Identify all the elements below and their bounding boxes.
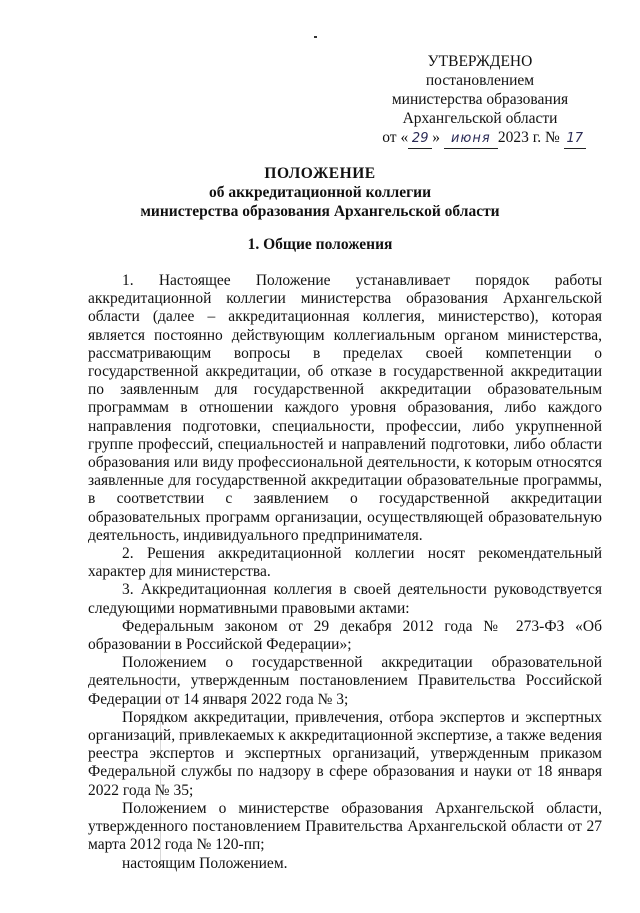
section-heading: 1. Общие положения xyxy=(247,236,393,253)
title-subtitle: об аккредитационной коллегии xyxy=(208,184,432,201)
approval-stamp-block xyxy=(360,52,600,149)
date-prefix: от « xyxy=(382,129,409,146)
approval-title: УТВЕРЖДЕНО xyxy=(427,53,533,70)
approval-line: Архангельской области xyxy=(402,110,558,127)
approval-line: постановлением xyxy=(425,72,535,89)
document-body xyxy=(88,272,602,873)
date-year: 2023 г. № xyxy=(497,129,560,146)
scan-speck xyxy=(314,36,317,38)
paragraph: 2. Решения аккредитационной коллегии носят рекомендательный характер для министерства. xyxy=(88,545,602,581)
date-quote: » xyxy=(432,129,440,146)
approval-line: министерства образования xyxy=(391,91,569,108)
paragraph: настоящим Положением. xyxy=(122,854,288,872)
title-main: ПОЛОЖЕНИЕ xyxy=(264,165,376,182)
document-title xyxy=(0,164,640,221)
approval-date-line xyxy=(368,128,600,149)
paragraph: 1. Настоящее Положение устанавливает порядок работы аккредитационной коллегии министерства образования Архангельской области (далее – аккредитационная коллегия, министерство), которая является постоянно действующим коллегиальным органом министерства, рассматривающим вопросы в пределах своей компетенции о государственной аккредитации, об отказе в государственной аккредитации по заявленным для государственной аккредитации образовательным программам в отношении каждого уровня образования, либо каждого направления подготовки, специальности, профессии, либо укрупненной группе профессий, специальностей и направлений подготовки, либо области образования или виду профессиональной деятельности, к которым относятся заявленные для государственной аккредитации образовательные программы, в соответствии с заявлением о государственной аккредитации образовательных программ организации, осуществляющей образовательную деятельность, индивидуального предпринимателя. xyxy=(88,272,602,544)
handwritten-day: 29 xyxy=(408,129,432,149)
paragraph: 3. Аккредитационная коллегия в своей деятельности руководствуется следующими нормативными правовыми актами: xyxy=(88,581,602,617)
paragraph: Федеральным законом от 29 декабря 2012 года № 273-ФЗ «Об образовании в Российской Федерации»; xyxy=(88,617,602,654)
title-subtitle: министерства образования Архангельской области xyxy=(140,203,500,220)
paragraph: Порядком аккредитации, привлечения, отбора экспертов и экспертных организаций, привлекаемых к аккредитационной экспертизе, а также ведения реестра экспертов и экспертных организаций, утвержденным приказом Федеральной службы по надзору в сфере образования и науки от 18 января 2022 года № 35; xyxy=(88,708,602,799)
paragraph: Положением о государственной аккредитации образовательной деятельности, утвержденным постановлением Правительства Российской Федерации от 14 января 2022 года № 3; xyxy=(88,654,602,708)
handwritten-number: 17 xyxy=(564,129,586,149)
handwritten-month: июня xyxy=(444,129,498,149)
paragraph: Положением о министерстве образования Архангельской области, утвержденного постановлением Правительства Архангельской области от 27 марта 2012 года № 120-пп; xyxy=(88,799,602,854)
